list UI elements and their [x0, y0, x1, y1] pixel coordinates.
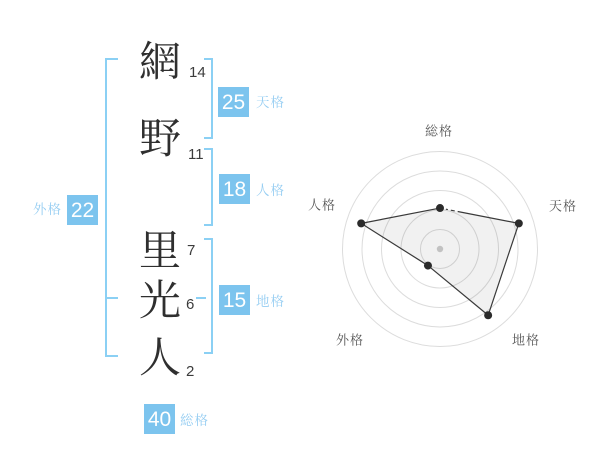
tenkaku-label: 天格 [256, 95, 285, 110]
tenkaku-score-box: 25 [218, 87, 249, 117]
radar-axis-label: 地格 [511, 332, 541, 348]
chikaku-score-box: 15 [219, 285, 250, 315]
gaikaku-score-box: 22 [67, 195, 98, 225]
jinkaku-score-box: 18 [219, 174, 250, 204]
radar-axis-label: 総格 [424, 123, 454, 139]
radar-area [361, 208, 519, 315]
soukaku-label: 総格 [180, 413, 209, 428]
radar-axis-label: 天格 [548, 198, 578, 214]
jinkaku-label: 人格 [256, 183, 285, 198]
soukaku-score-box: 40 [144, 404, 175, 434]
name-character: 網 [138, 37, 181, 86]
stroke-count: 11 [188, 146, 204, 163]
radar-data-point [357, 219, 365, 227]
stroke-count: 6 [186, 296, 195, 313]
name-character: 人 [138, 333, 181, 382]
radar-data-point [484, 311, 492, 319]
stroke-count: 14 [189, 64, 206, 81]
name-character: 光 [138, 276, 181, 325]
name-character: 野 [138, 114, 181, 163]
chikaku-label: 地格 [256, 294, 285, 309]
radar-data-point [436, 204, 444, 212]
radar-data-point [424, 262, 432, 270]
gaikaku-label: 外格 [33, 202, 62, 217]
radar-data-point [515, 219, 523, 227]
stroke-count: 2 [186, 363, 195, 380]
name-character: 里 [138, 226, 181, 275]
radar-axis-label: 外格 [335, 332, 365, 348]
radar-axis-label: 人格 [307, 197, 337, 213]
stroke-count: 7 [187, 242, 196, 259]
radar-center-dot [437, 246, 443, 252]
